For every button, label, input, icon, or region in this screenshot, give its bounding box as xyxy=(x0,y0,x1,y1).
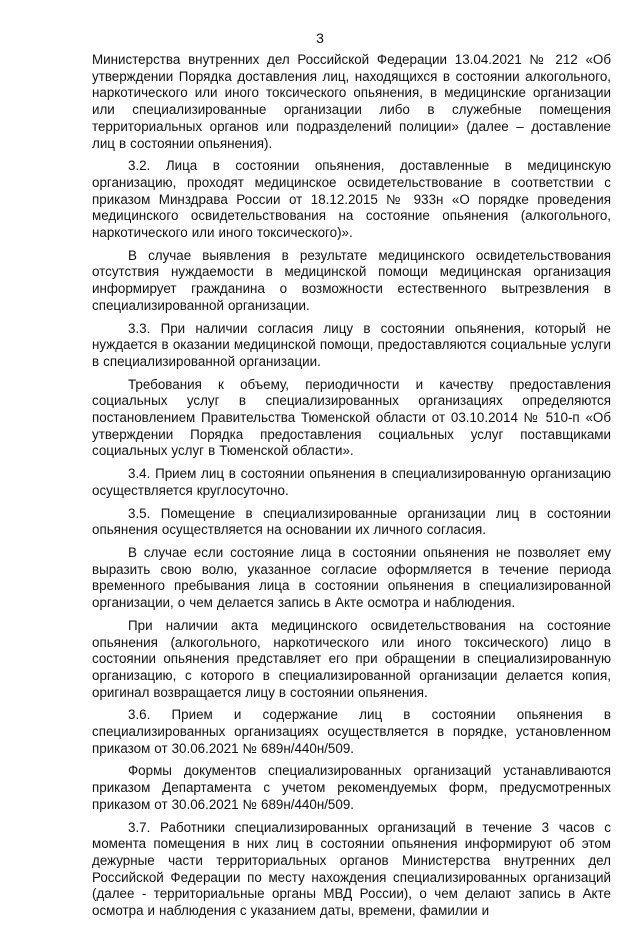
page-number: 3 xyxy=(316,30,324,46)
paragraph-3-7: 3.7. Работники специализированных организаций в течение 3 часов с момента помещения в них лиц в состоянии опьянения информируют об этом дежурные части территориальных органов Министерства внутренних дел Российской Федерации по месту нахождения специализированных организаций (далее - территориальные органы МВД России), о чем делают запись в Акте осмотра и наблюдения с указанием даты, времени, фамилии и xyxy=(92,819,611,919)
paragraph-3-3: 3.3. При наличии согласия лицу в состоянии опьянения, который не нуждается в оказании медицинской помощи, предоставляются социальные услуги в специализированной организации. xyxy=(92,320,611,369)
paragraph-3-2-detail: В случае выявления в результате медицинского освидетельствования отсутствия нуждаемости в медицинской помощи медицинская организация информирует гражданина о возможности естественного вытрезвления в специализированной организации. xyxy=(92,247,611,313)
paragraph-3-6: 3.6. Прием и содержание лиц в состоянии опьянения в специализированных организациях осуществляется в порядке, установленном приказом от 30.06.2021 № 689н/440н/509. xyxy=(92,707,611,756)
paragraph-3-5-act: При наличии акта медицинского освидетельствования на состояние опьянения (алкогольного, наркотического или иного токсического) лицо в состоянии опьянения представляет его при обращении в специализированную организацию, с которого в специализированной организации делается копия, оригинал возвращается лицу в состоянии опьянения. xyxy=(92,617,611,700)
paragraph-3-3-requirements: Требования к объему, периодичности и качеству предоставления социальных услуг в специализированных организациях определяются постановлением Правительства Тюменской области от 03.10.2014 № 510-п «Об утверждении Порядка предоставления социальных услуг поставщиками социальных услуг в Тюменской области». xyxy=(92,376,611,459)
paragraph-3-5-consent: В случае если состояние лица в состоянии опьянения не позволяет ему выразить свою волю, указанное согласие оформляется в течение периода временного пребывания лица в состоянии опьянения в специализированной организации, о чем делается запись в Акте осмотра и наблюдения. xyxy=(92,544,611,611)
paragraph-continuation: Министерства внутренних дел Российской Федерации 13.04.2021 № 212 «Об утверждении Порядка доставления лиц, находящихся в состоянии алкогольного, наркотического или иного токсического опьянения, в медицинские организации или специализированные организации либо в служебные помещения территориальных органов или подразделений полиции» (далее – доставление лиц в состоянии опьянения). xyxy=(92,52,611,151)
paragraph-3-4: 3.4. Прием лиц в состоянии опьянения в специализированную организацию осуществляется круглосуточно. xyxy=(92,466,611,498)
paragraph-3-6-forms: Формы документов специализированных организаций устанавливаются приказом Департамента с учетом рекомендуемых форм, предусмотренных приказом от 30.06.2021 № 689н/440н/509. xyxy=(92,763,611,812)
paragraph-3-5: 3.5. Помещение в специализированные организации лиц в состоянии опьянения осуществляется на основании их личного согласия. xyxy=(92,505,611,538)
document-body xyxy=(92,52,611,926)
paragraph-3-2: 3.2. Лица в состоянии опьянения, доставленные в медицинскую организацию, проходят медицинское освидетельствование в соответствии с приказом Минздрава России от 18.12.2015 № 933н «О порядке проведения медицинского освидетельствования на состояние опьянения (алкогольного, наркотического или иного токсического)». xyxy=(92,158,611,241)
